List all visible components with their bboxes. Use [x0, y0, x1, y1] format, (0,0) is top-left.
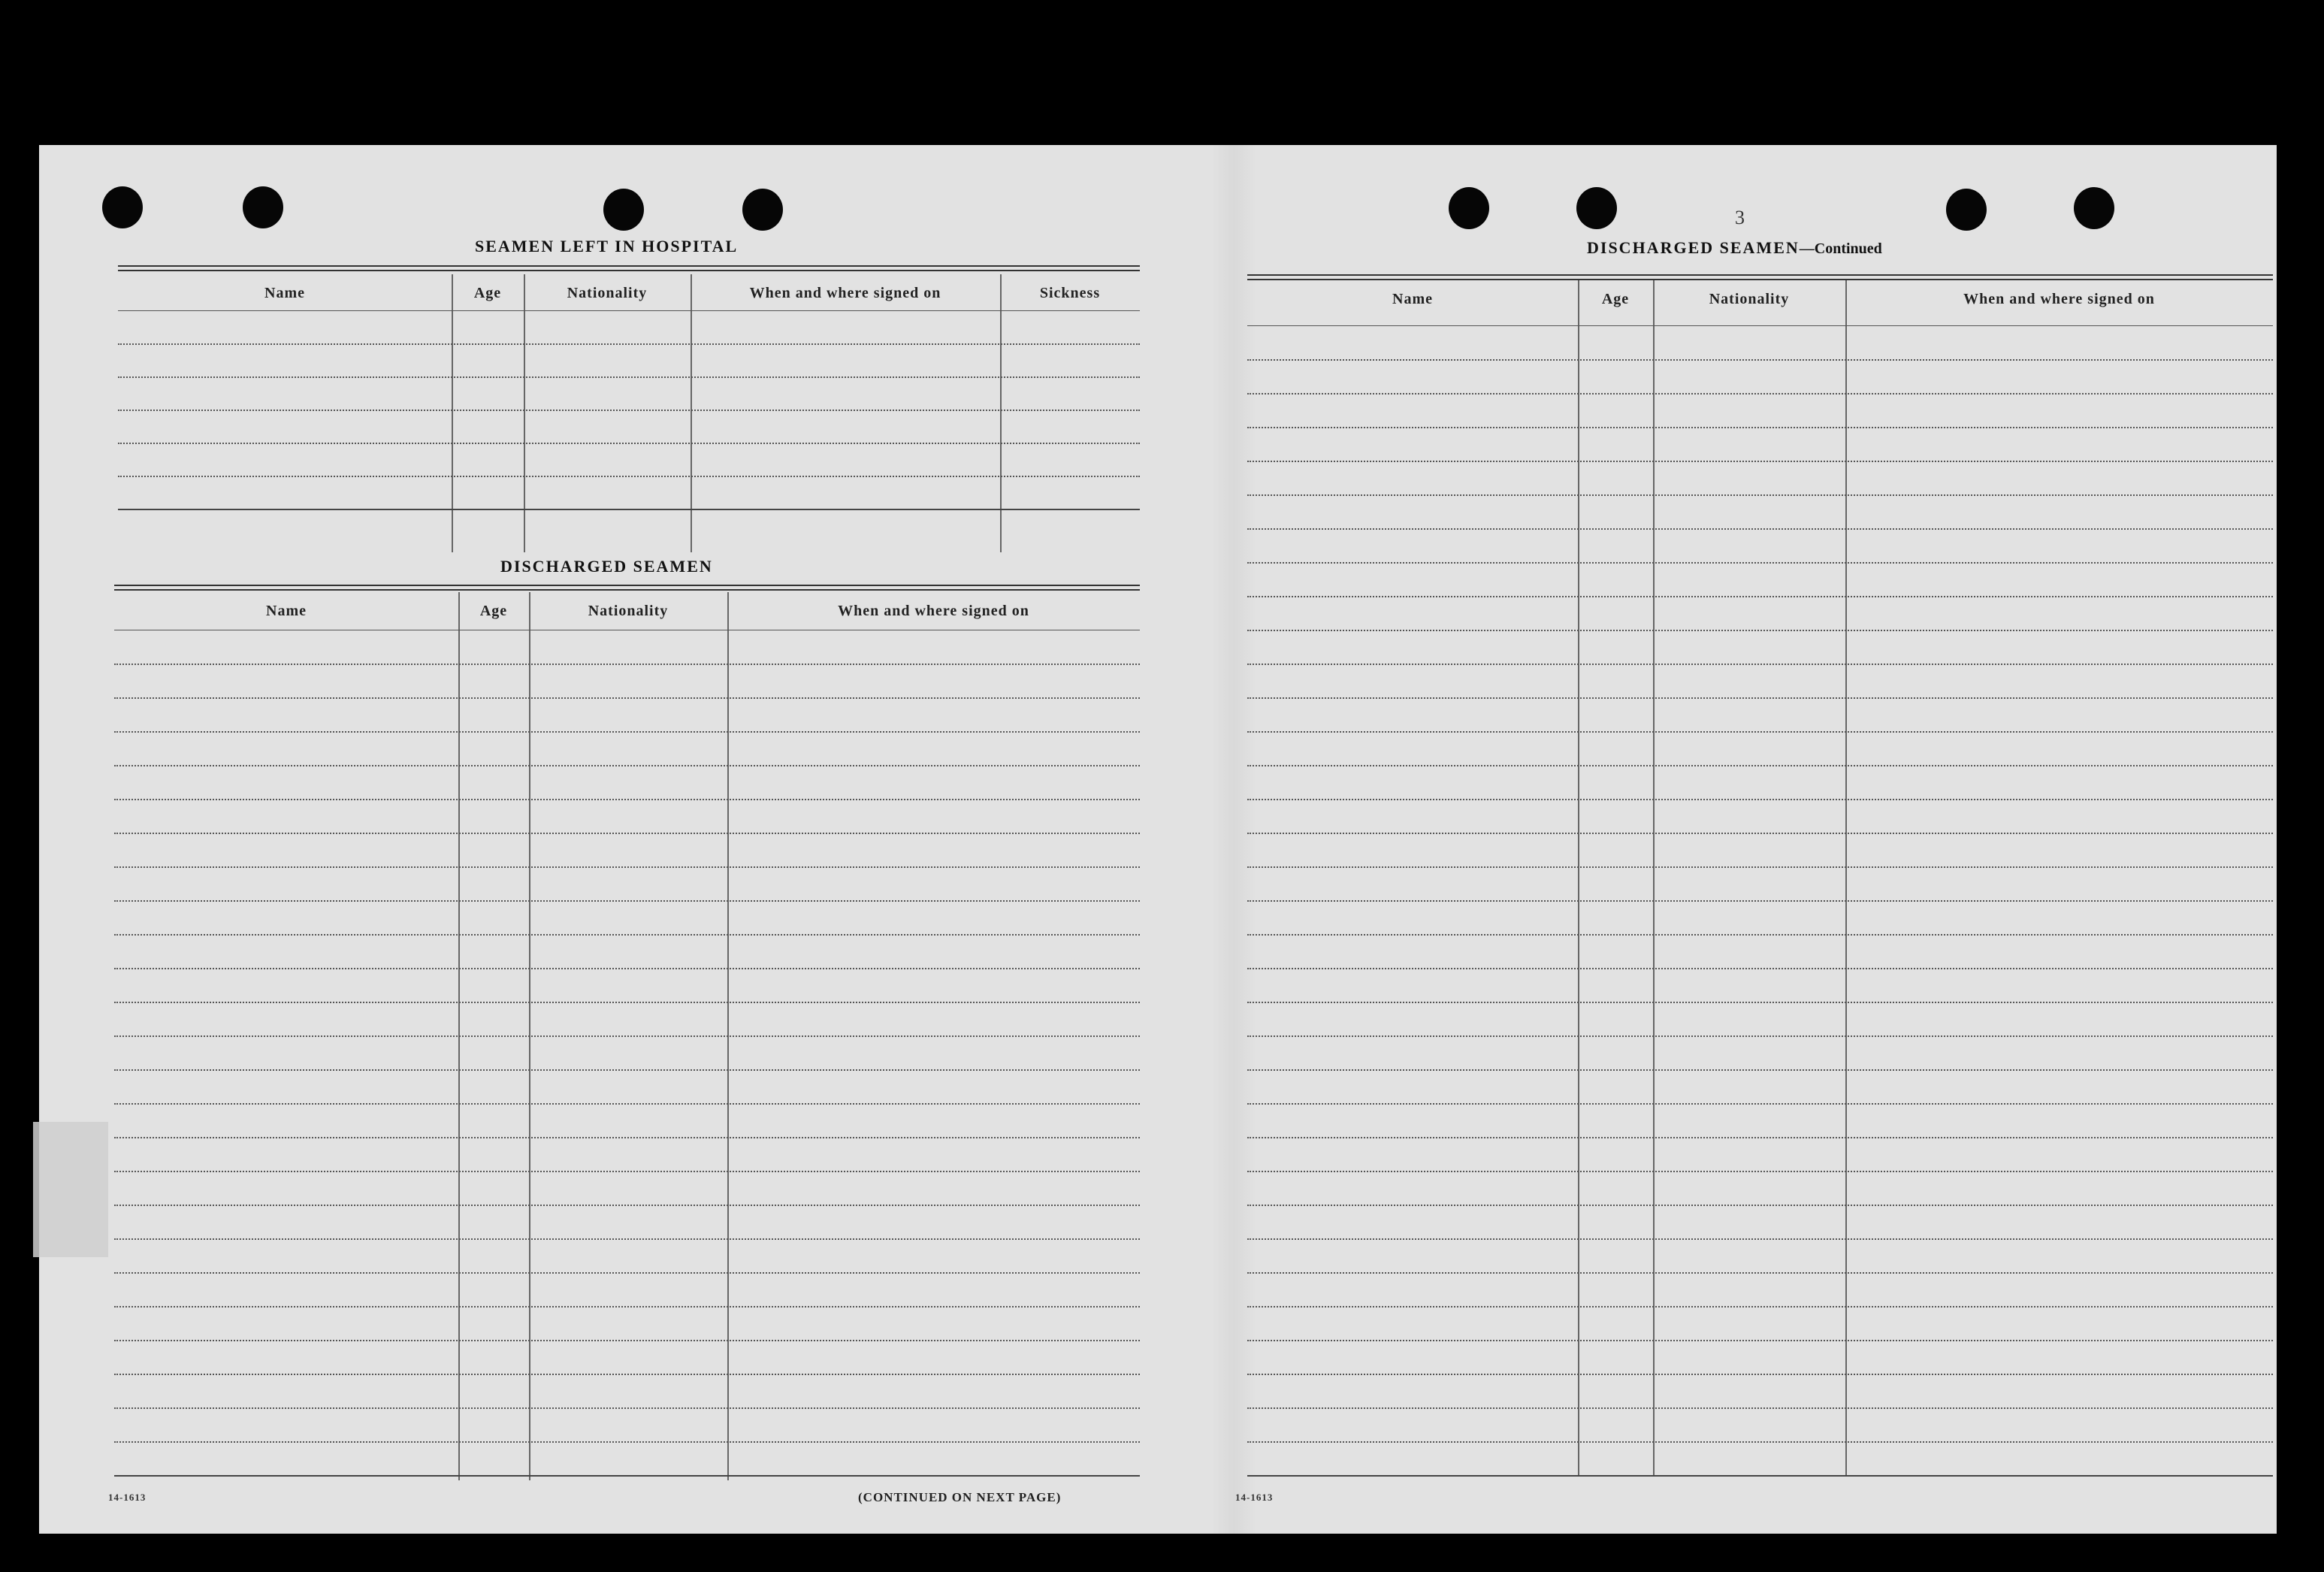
table-rule — [118, 410, 1140, 411]
table-rule — [114, 833, 1140, 834]
table-rule — [118, 270, 1140, 271]
column-divider — [1578, 280, 1579, 1477]
column-divider — [691, 274, 692, 552]
table-rule — [114, 664, 1140, 665]
continued-note: (CONTINUED ON NEXT PAGE) — [858, 1490, 1062, 1504]
column-header: Nationality — [567, 285, 648, 301]
table-rule — [1247, 1306, 2273, 1307]
table-rule — [1247, 697, 2273, 699]
table-rule — [1247, 866, 2273, 868]
table-rule — [1247, 1441, 2273, 1443]
column-divider — [524, 274, 525, 552]
table-rule — [1247, 494, 2273, 496]
table-rule — [1247, 1205, 2273, 1206]
column-header: When and where signed on — [838, 603, 1029, 619]
column-divider — [1653, 280, 1655, 1477]
table-rule — [114, 765, 1140, 766]
table-rule — [118, 443, 1140, 444]
table-rule — [1247, 1069, 2273, 1071]
punch-hole — [102, 186, 143, 228]
punch-hole — [1449, 187, 1489, 229]
table-rule — [114, 934, 1140, 936]
table-rule — [114, 968, 1140, 969]
table-rule — [114, 1205, 1140, 1206]
table-rule — [1247, 1475, 2273, 1477]
table-rule — [1247, 279, 2273, 280]
table-rule — [1247, 900, 2273, 902]
column-header: When and where signed on — [749, 285, 941, 301]
table-rule — [1247, 1137, 2273, 1138]
table-rule — [118, 265, 1140, 267]
table-rule — [1247, 325, 2273, 326]
table-rule — [114, 1171, 1140, 1172]
table-rule — [118, 509, 1140, 510]
table-rule — [114, 1103, 1140, 1105]
hospital-table — [118, 265, 1140, 552]
table-rule — [1247, 461, 2273, 462]
table-rule — [114, 1475, 1140, 1477]
column-header: When and where signed on — [1963, 291, 2155, 307]
table-rule — [1247, 1002, 2273, 1003]
table-rule — [1247, 1272, 2273, 1274]
table-rule — [1247, 427, 2273, 428]
discharged-continued-title — [1587, 238, 1882, 258]
table-rule — [114, 1002, 1140, 1003]
table-rule — [114, 1441, 1140, 1443]
table-rule — [118, 343, 1140, 345]
page-number: 3 — [1735, 207, 1745, 228]
table-rule — [1247, 562, 2273, 564]
table-rule — [1247, 664, 2273, 665]
table-rule — [114, 1137, 1140, 1138]
table-rule — [114, 1272, 1140, 1274]
table-rule — [114, 1069, 1140, 1071]
table-rule — [114, 1340, 1140, 1341]
table-rule — [114, 585, 1140, 586]
table-rule — [1247, 1035, 2273, 1037]
tape-patch — [33, 1122, 108, 1257]
table-rule — [1247, 1103, 2273, 1105]
form-number-left: 14-1613 — [108, 1492, 147, 1503]
table-rule — [114, 697, 1140, 699]
table-rule — [114, 1035, 1140, 1037]
table-rule — [114, 1374, 1140, 1375]
table-rule — [1247, 1171, 2273, 1172]
table-rule — [1247, 731, 2273, 733]
column-header: Nationality — [588, 603, 669, 619]
punch-hole — [2074, 187, 2114, 229]
column-header: Sickness — [1039, 285, 1101, 301]
table-rule — [1247, 596, 2273, 597]
table-rule — [1247, 528, 2273, 530]
table-rule — [114, 731, 1140, 733]
table-rule — [1247, 393, 2273, 395]
table-rule — [118, 376, 1140, 378]
form-sheet — [39, 145, 2277, 1534]
discharged-table — [114, 585, 1140, 1480]
table-rule — [1247, 1340, 2273, 1341]
column-divider — [1000, 274, 1002, 552]
column-divider — [452, 274, 453, 552]
punch-hole — [1946, 189, 1987, 231]
title-main: DISCHARGED SEAMEN — [1587, 238, 1800, 257]
column-header: Age — [473, 285, 502, 301]
table-rule — [1247, 630, 2273, 631]
table-rule — [114, 1306, 1140, 1307]
table-rule — [114, 799, 1140, 800]
hospital-section-title: SEAMEN LEFT IN HOSPITAL — [475, 237, 739, 255]
table-rule — [1247, 1238, 2273, 1240]
table-rule — [1247, 934, 2273, 936]
table-rule — [1247, 968, 2273, 969]
discharged-section-title: DISCHARGED SEAMEN — [500, 557, 713, 576]
table-rule — [114, 589, 1140, 591]
column-divider — [1845, 280, 1847, 1477]
table-rule — [1247, 274, 2273, 276]
discharged-continued-table — [1247, 274, 2273, 1477]
column-header: Name — [264, 285, 305, 301]
table-rule — [114, 866, 1140, 868]
punch-hole — [742, 189, 783, 231]
title-suffix: —Continued — [1799, 240, 1882, 257]
column-header: Name — [1392, 291, 1433, 307]
table-rule — [1247, 765, 2273, 766]
table-rule — [114, 900, 1140, 902]
column-header: Age — [479, 603, 508, 619]
punch-hole — [243, 186, 283, 228]
table-rule — [118, 476, 1140, 477]
column-header: Age — [1601, 291, 1630, 307]
form-number-right: 14-1613 — [1235, 1492, 1274, 1503]
table-rule — [118, 310, 1140, 311]
table-rule — [1247, 1407, 2273, 1409]
column-header: Nationality — [1709, 291, 1790, 307]
table-rule — [1247, 359, 2273, 361]
table-rule — [1247, 799, 2273, 800]
table-rule — [1247, 833, 2273, 834]
punch-hole — [603, 189, 644, 231]
column-header: Name — [266, 603, 307, 619]
table-rule — [114, 1407, 1140, 1409]
table-rule — [114, 1238, 1140, 1240]
punch-hole — [1576, 187, 1617, 229]
table-rule — [1247, 1374, 2273, 1375]
